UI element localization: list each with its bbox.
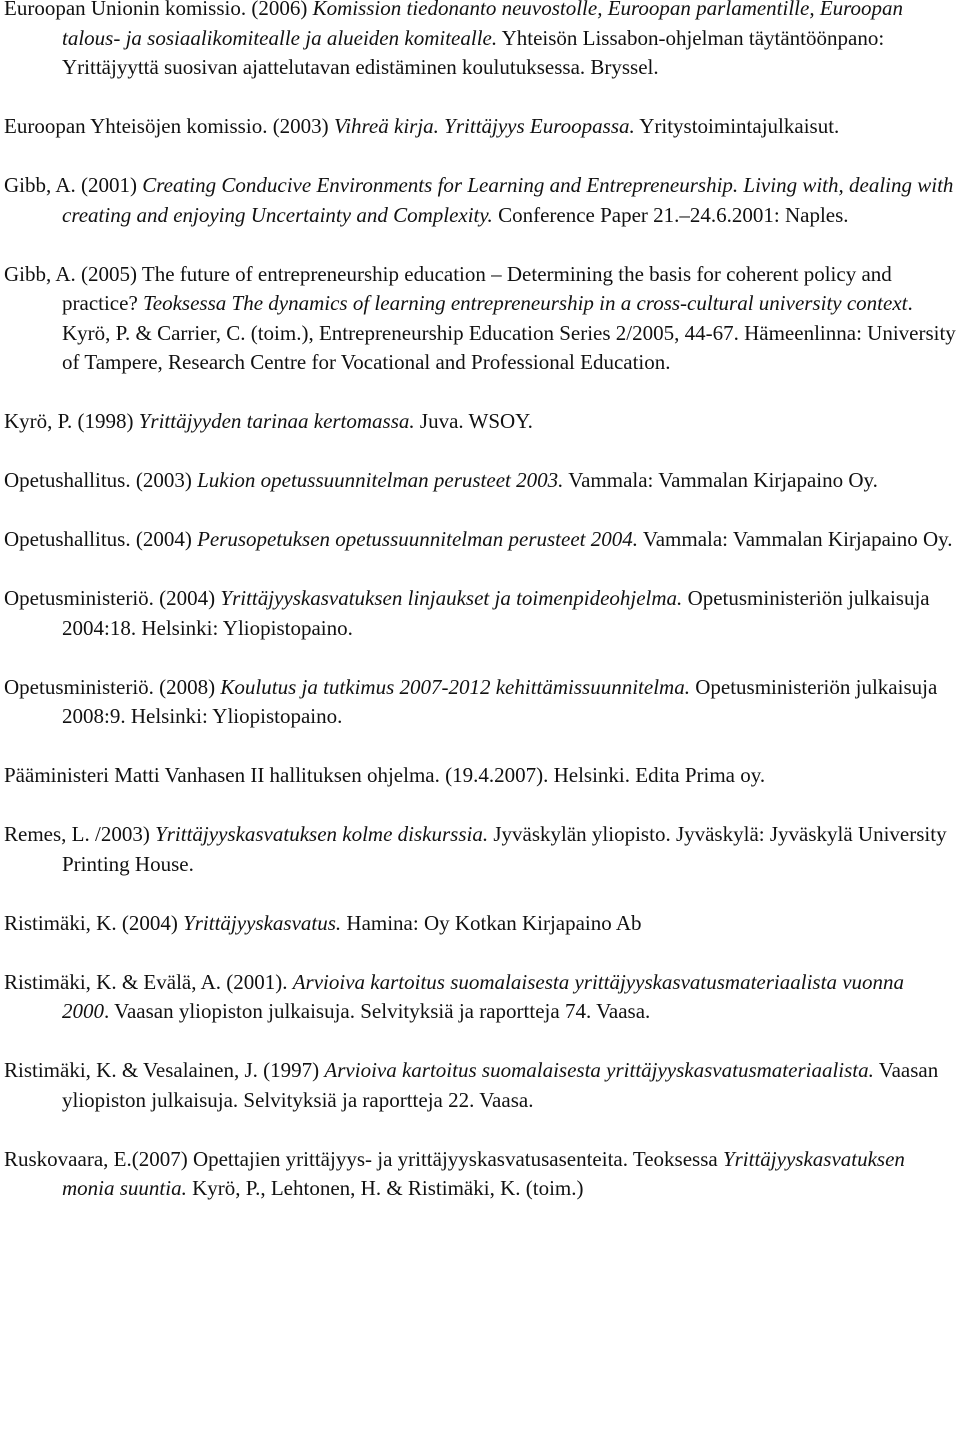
reference-text: Hamina: Oy Kotkan Kirjapaino Ab [341, 910, 642, 935]
reference-text: Pääministeri Matti Vanhasen II hallituksen ohjelma. (19.4.2007). Helsinki. Edita Prima oy. [4, 763, 766, 787]
reference-text: Ristimäki, K. (2004) [4, 910, 184, 935]
reference-entry [4, 909, 956, 939]
reference-text: Opetushallitus. (2004) [4, 527, 198, 551]
reference-entry [4, 407, 956, 437]
reference-entry [4, 260, 956, 378]
reference-text: Yhteisön Lissabon-ohjelman täytäntöönpano: Yrittäjyyttä suosivan ajattelutavan edistäminen koulutuksessa. Bryssel. [62, 25, 885, 79]
reference-title: Yrittäjyyskasvatuksen monia suuntia. [62, 1146, 905, 1200]
reference-text: Jyväskylän yliopisto. Jyväskylä: Jyväskylä University Printing House. [62, 822, 947, 876]
reference-title: Yrittäjyyskasvatuksen linjaukset ja toimenpideohjelma. [220, 586, 683, 610]
reference-entry [4, 673, 956, 732]
reference-entry [4, 525, 956, 555]
reference-text: Euroopan Yhteisöjen komissio. (2003) [4, 114, 334, 138]
reference-text: Opetushallitus. (2003) [4, 468, 198, 492]
reference-entry [4, 584, 956, 643]
reference-title: Koulutus ja tutkimus 2007-2012 kehittämissuunnitelma. [220, 674, 690, 699]
reference-title: Creating Conducive Environments for Learning and Entrepreneurship. Living with, dealing with creating and enjoying Uncertainty and Complexity. [62, 173, 954, 227]
reference-title: Yrittäjyyskasvatuksen kolme diskurssia. [155, 822, 489, 846]
reference-title: Yrittäjyyden tarinaa kertomassa. [138, 409, 415, 433]
reference-title: Perusopetuksen opetussuunnitelman perusteet 2004. [197, 527, 638, 551]
reference-entry [4, 0, 956, 83]
reference-title: Komission tiedonanto neuvostolle, Euroopan parlamentille, Euroopan talous- ja sosiaalikomitealle ja alueiden komitealle. [62, 0, 904, 50]
reference-title: Arvioiva kartoitus suomalaisesta yrittäjyyskasvatusmateriaalista vuonna 2000 [62, 969, 905, 1023]
reference-text: Conference Paper 21.–24.6.2001: Naples. [492, 202, 849, 227]
reference-entry [4, 820, 956, 879]
reference-text: . Kyrö, P. & Carrier, C. (toim.), Entrepreneurship Education Series 2/2005, 44-67. Hämeenlinna: University of Tampere, Research Centre for Vocational and Professional Education. [62, 291, 956, 374]
reference-text: Kyrö, P., Lehtonen, H. & Ristimäki, K. (toim.) [186, 1176, 584, 1200]
reference-title: Lukion opetussuunnitelman perusteet 2003. [197, 468, 564, 492]
reference-text: Kyrö, P. (1998) [4, 409, 139, 433]
reference-text: Gibb, A. (2005) The future of entrepreneurship education – Determining the basis for coherent policy and practice? [4, 261, 892, 315]
reference-text: Vammala: Vammalan Kirjapaino Oy. [563, 468, 878, 492]
reference-text: Ruskovaara, E.(2007) Opettajien yrittäjyys- ja yrittäjyyskasvatusasenteita. Teoksessa [4, 1146, 723, 1171]
reference-text: Remes, L. /2003) [4, 822, 156, 846]
reference-entry [4, 761, 956, 791]
reference-text: Opetusministeriön julkaisuja 2004:18. Helsinki: Yliopistopaino. [62, 586, 930, 640]
reference-text: Opetusministeriö. (2008) [4, 674, 221, 699]
reference-text: Ristimäki, K. & Evälä, A. (2001). [4, 969, 293, 994]
reference-list [4, 0, 956, 1204]
reference-text: Ristimäki, K. & Vesalainen, J. (1997) [4, 1058, 325, 1082]
reference-text: Gibb, A. (2001) [4, 173, 143, 197]
reference-text: Opetusministeriö. (2004) [4, 586, 221, 610]
reference-entry [4, 112, 956, 142]
reference-text: . Vaasan yliopiston julkaisuja. Selvityksiä ja raportteja 74. Vaasa. [104, 999, 651, 1023]
reference-entry [4, 171, 956, 230]
reference-title: Arvioiva kartoitus suomalaisesta yrittäjyyskasvatusmateriaalista. [324, 1058, 874, 1082]
reference-text: Vaasan yliopiston julkaisuja. Selvityksiä ja raportteja 22. Vaasa. [62, 1058, 939, 1112]
reference-title: Teoksessa The dynamics of learning entrepreneurship in a cross-cultural university context [143, 291, 908, 315]
reference-title: Yrittäjyyskasvatus. [183, 910, 342, 935]
reference-text: Juva. WSOY. [414, 409, 533, 433]
reference-entry [4, 1145, 956, 1204]
reference-title: Vihreä kirja. Yrittäjyys Euroopassa. [333, 114, 635, 138]
reference-text: Opetusministeriön julkaisuja 2008:9. Helsinki: Yliopistopaino. [62, 674, 938, 728]
reference-entry [4, 466, 956, 496]
reference-entry [4, 1056, 956, 1115]
reference-text: Yritystoimintajulkaisut. [634, 114, 840, 138]
reference-entry [4, 968, 956, 1027]
reference-text: Euroopan Unionin komissio. (2006) [4, 0, 313, 20]
reference-text: Vammala: Vammalan Kirjapaino Oy. [638, 527, 953, 551]
